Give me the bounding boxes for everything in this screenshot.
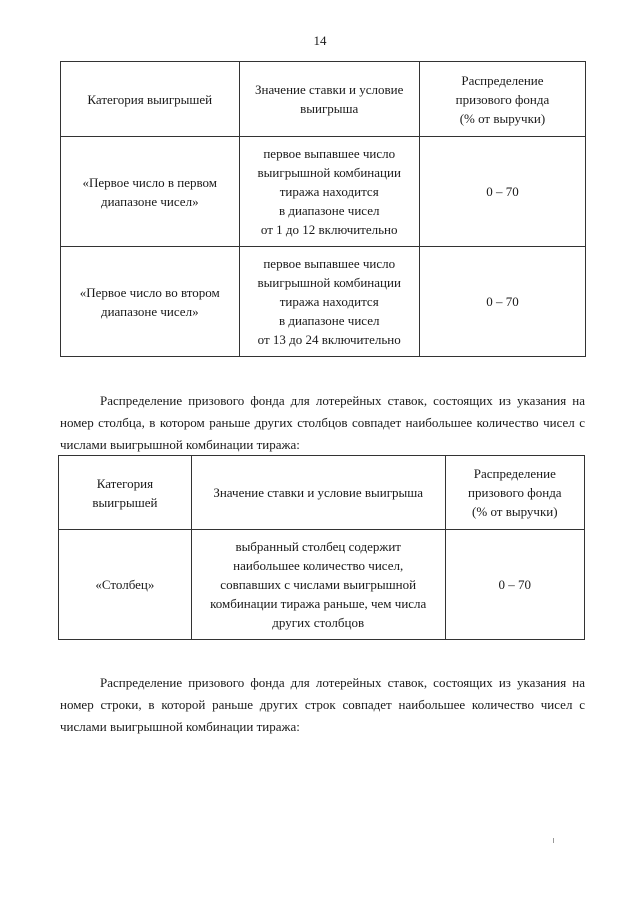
table-row — [59, 530, 585, 640]
row-category: «Первое число в первом диапазоне чисел» — [61, 137, 240, 247]
header-distribution: Распределение призового фонда (% от выручки) — [419, 62, 585, 137]
table-header-row — [61, 62, 586, 137]
header-condition: Значение ставки и условие выигрыша — [239, 62, 419, 137]
header-category: Категория выигрышей — [59, 456, 192, 530]
header-distribution: Распределение призового фонда (% от выручки) — [445, 456, 584, 530]
row-distribution: 0 – 70 — [445, 530, 584, 640]
row-category: «Столбец» — [59, 530, 192, 640]
header-condition: Значение ставки и условие выигрыша — [191, 456, 445, 530]
prize-table-column — [58, 455, 585, 640]
table-row — [61, 247, 586, 357]
row-condition: первое выпавшее число выигрышной комбинации тиража находится в диапазоне чисел от 1 до 12 включительно — [239, 137, 419, 247]
prize-table-ranges — [60, 61, 586, 357]
table-header-row — [59, 456, 585, 530]
table-row — [61, 137, 586, 247]
page-number: 14 — [313, 33, 327, 48]
paragraph-row-bets: Распределение призового фонда для лотерейных ставок, состоящих из указания на номер строки, в которой раньше других строк совпадет наибольшее количество чисел с числами выигрышной комбинации тиража: — [60, 675, 585, 734]
row-distribution: 0 – 70 — [419, 247, 585, 357]
paragraph-column-bets: Распределение призового фонда для лотерейных ставок, состоящих из указания на номер столбца, в котором раньше других столбцов совпадет наибольшее количество чисел с числами выигрышной комбинации тиража: — [60, 393, 585, 452]
header-category: Категория выигрышей — [61, 62, 240, 137]
row-condition: выбранный столбец содержит наибольшее количество чисел, совпавших с числами выигрышной комбинации тиража раньше, чем числа других столбцов — [191, 530, 445, 640]
row-condition: первое выпавшее число выигрышной комбинации тиража находится в диапазоне чисел от 13 до 24 включительно — [239, 247, 419, 357]
row-distribution: 0 – 70 — [419, 137, 585, 247]
scan-mark — [553, 838, 554, 843]
row-category: «Первое число во втором диапазоне чисел» — [61, 247, 240, 357]
